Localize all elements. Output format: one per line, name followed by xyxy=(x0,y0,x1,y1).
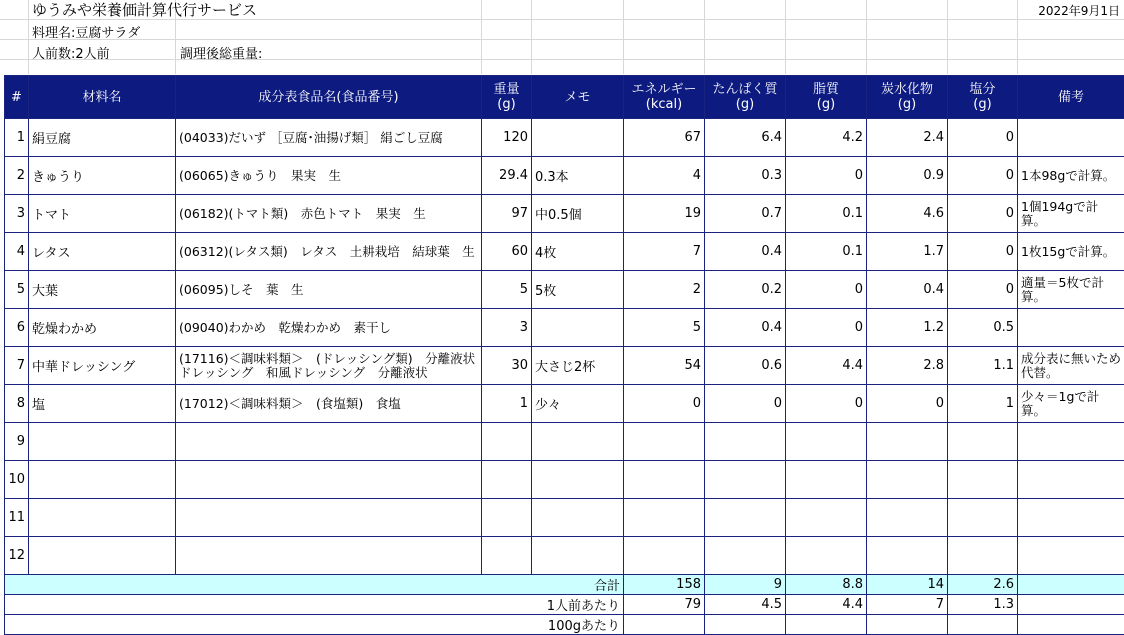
energy-cell[interactable]: 54 xyxy=(624,347,705,385)
protein-cell[interactable]: 0.3 xyxy=(705,157,786,195)
energy-cell[interactable] xyxy=(624,423,705,461)
servings: 人前数:2人前 xyxy=(32,43,110,62)
remarks-cell[interactable]: 成分表に無いため代替。 xyxy=(1018,347,1124,385)
food-name-cell[interactable]: (17012)＜調味料類＞ (食塩類) 食塩 xyxy=(176,385,482,423)
fat-cell[interactable]: 4.2 xyxy=(786,119,867,157)
carbohydrate-cell[interactable]: 0 xyxy=(867,385,948,423)
protein-cell[interactable]: 6.4 xyxy=(705,119,786,157)
table-row xyxy=(5,195,1124,233)
fat-cell[interactable]: 0 xyxy=(786,157,867,195)
carbohydrate-cell[interactable]: 2.8 xyxy=(867,347,948,385)
total-row-energy[interactable]: 158 xyxy=(624,575,705,595)
table-row xyxy=(5,271,1124,309)
table-row xyxy=(5,461,1124,499)
salt-cell[interactable] xyxy=(948,423,1018,461)
food-name-cell[interactable]: (06312)(レタス類) レタス 土耕栽培 結球葉 生 xyxy=(176,233,482,271)
food-name-cell[interactable]: (09040)わかめ 乾燥わかめ 素干し xyxy=(176,309,482,347)
carbohydrate-cell[interactable] xyxy=(867,537,948,575)
carbohydrate-cell[interactable]: 0.4 xyxy=(867,271,948,309)
carbohydrate-cell[interactable]: 4.6 xyxy=(867,195,948,233)
carbohydrate-cell[interactable]: 1.7 xyxy=(867,233,948,271)
remarks-cell[interactable]: 1個194gで計算。 xyxy=(1018,195,1124,233)
fat-cell[interactable] xyxy=(786,461,867,499)
food-name-cell[interactable] xyxy=(176,499,482,537)
remarks-cell[interactable] xyxy=(1018,537,1124,575)
memo-cell[interactable]: 少々 xyxy=(532,385,624,423)
ingredient-cell[interactable] xyxy=(29,537,176,575)
cooked-weight-label: 調理後総重量: xyxy=(180,43,262,62)
salt-cell[interactable]: 0.5 xyxy=(948,309,1018,347)
table-row xyxy=(5,347,1124,385)
header-row xyxy=(5,76,1124,119)
protein-cell[interactable] xyxy=(705,423,786,461)
per-serving-row xyxy=(5,595,1124,615)
weight-cell[interactable] xyxy=(482,461,532,499)
weight-cell[interactable] xyxy=(482,499,532,537)
memo-cell[interactable] xyxy=(532,461,624,499)
food-name-cell[interactable] xyxy=(176,423,482,461)
ingredient-cell[interactable]: 乾燥わかめ xyxy=(29,309,176,347)
memo-cell[interactable] xyxy=(532,499,624,537)
food-name-cell[interactable]: (06182)(トマト類) 赤色トマト 果実 生 xyxy=(176,195,482,233)
col-carbohydrate-header: 炭水化物 (g) xyxy=(867,76,948,119)
memo-cell[interactable]: 大さじ2杯 xyxy=(532,347,624,385)
col-fat-header: 脂質 (g) xyxy=(786,76,867,119)
energy-cell[interactable]: 19 xyxy=(624,195,705,233)
remarks-cell[interactable]: 少々＝1gで計算。 xyxy=(1018,385,1124,423)
memo-cell[interactable] xyxy=(532,309,624,347)
col-ingredient-header: 材料名 xyxy=(29,76,176,119)
salt-cell[interactable]: 0 xyxy=(948,119,1018,157)
protein-cell[interactable]: 0.4 xyxy=(705,233,786,271)
per-serving-row-salt[interactable]: 1.3 xyxy=(948,595,1018,615)
ingredient-cell[interactable]: レタス xyxy=(29,233,176,271)
per-serving-row-fat[interactable]: 4.4 xyxy=(786,595,867,615)
fat-cell[interactable]: 4.4 xyxy=(786,347,867,385)
report-date: 2022年9月1日 xyxy=(1038,2,1120,19)
weight-cell[interactable]: 3 xyxy=(482,309,532,347)
energy-cell[interactable]: 2 xyxy=(624,271,705,309)
remarks-cell[interactable]: 1本98gで計算。 xyxy=(1018,157,1124,195)
table-row xyxy=(5,233,1124,271)
fat-cell[interactable]: 0 xyxy=(786,271,867,309)
food-name-cell[interactable]: (06065)きゅうり 果実 生 xyxy=(176,157,482,195)
weight-cell[interactable]: 60 xyxy=(482,233,532,271)
remarks-cell[interactable]: 適量＝5枚で計算。 xyxy=(1018,271,1124,309)
energy-cell[interactable] xyxy=(624,461,705,499)
energy-cell[interactable]: 67 xyxy=(624,119,705,157)
table-row xyxy=(5,385,1124,423)
carbohydrate-cell[interactable] xyxy=(867,499,948,537)
total-row-label: 合計 xyxy=(5,575,624,595)
fat-cell[interactable]: 0 xyxy=(786,385,867,423)
salt-cell[interactable] xyxy=(948,461,1018,499)
table-row xyxy=(5,537,1124,575)
row-number[interactable]: 8 xyxy=(5,385,29,423)
remarks-cell[interactable] xyxy=(1018,461,1124,499)
weight-cell[interactable]: 30 xyxy=(482,347,532,385)
energy-cell[interactable] xyxy=(624,499,705,537)
ingredient-cell[interactable] xyxy=(29,499,176,537)
table-row xyxy=(5,499,1124,537)
dish-name: 料理名:豆腐サラダ xyxy=(32,22,140,41)
total-row-fat[interactable]: 8.8 xyxy=(786,575,867,595)
table-row xyxy=(5,119,1124,157)
salt-cell[interactable]: 0 xyxy=(948,195,1018,233)
row-number[interactable]: 12 xyxy=(5,537,29,575)
per-serving-row-remarks[interactable] xyxy=(1018,595,1124,615)
energy-cell[interactable]: 0 xyxy=(624,385,705,423)
fat-cell[interactable] xyxy=(786,423,867,461)
per-serving-row-carb[interactable]: 7 xyxy=(867,595,948,615)
protein-cell[interactable] xyxy=(705,537,786,575)
ingredient-cell[interactable]: きゅうり xyxy=(29,157,176,195)
weight-cell[interactable]: 1 xyxy=(482,385,532,423)
col-remarks-header: 備考 xyxy=(1018,76,1124,119)
fat-cell[interactable] xyxy=(786,537,867,575)
remarks-cell[interactable] xyxy=(1018,309,1124,347)
protein-cell[interactable]: 0.6 xyxy=(705,347,786,385)
protein-cell[interactable] xyxy=(705,461,786,499)
memo-cell[interactable] xyxy=(532,423,624,461)
memo-cell[interactable]: 0.3本 xyxy=(532,157,624,195)
remarks-cell[interactable]: 1枚15gで計算。 xyxy=(1018,233,1124,271)
salt-cell[interactable]: 1.1 xyxy=(948,347,1018,385)
salt-cell[interactable]: 1 xyxy=(948,385,1018,423)
col-protein-header: たんぱく質 (g) xyxy=(705,76,786,119)
salt-cell[interactable]: 0 xyxy=(948,233,1018,271)
energy-cell[interactable]: 5 xyxy=(624,309,705,347)
table-row xyxy=(5,157,1124,195)
protein-cell[interactable]: 0.7 xyxy=(705,195,786,233)
fat-cell[interactable]: 0.1 xyxy=(786,233,867,271)
carbohydrate-cell[interactable]: 2.4 xyxy=(867,119,948,157)
protein-cell[interactable] xyxy=(705,499,786,537)
fat-cell[interactable]: 0.1 xyxy=(786,195,867,233)
carbohydrate-cell[interactable]: 0.9 xyxy=(867,157,948,195)
fat-cell[interactable]: 0 xyxy=(786,309,867,347)
row-number[interactable]: 11 xyxy=(5,499,29,537)
ingredient-cell[interactable]: 大葉 xyxy=(29,271,176,309)
ingredient-cell[interactable]: トマト xyxy=(29,195,176,233)
per-100g-row-label: 100gあたり xyxy=(5,615,624,635)
salt-cell[interactable] xyxy=(948,499,1018,537)
ingredient-cell[interactable] xyxy=(29,461,176,499)
memo-cell[interactable] xyxy=(532,119,624,157)
row-number[interactable]: 1 xyxy=(5,119,29,157)
col-memo-header: メモ xyxy=(532,76,624,119)
col-number-header: # xyxy=(5,76,29,119)
salt-cell[interactable]: 0 xyxy=(948,157,1018,195)
row-number[interactable]: 9 xyxy=(5,423,29,461)
fat-cell[interactable] xyxy=(786,499,867,537)
ingredient-cell[interactable]: 塩 xyxy=(29,385,176,423)
energy-cell[interactable]: 7 xyxy=(624,233,705,271)
food-name-cell[interactable]: (17116)＜調味料類＞ (ドレッシング類) 分離液状ドレッシング 和風ドレッシング 分離液状 xyxy=(176,347,482,385)
weight-cell[interactable]: 97 xyxy=(482,195,532,233)
food-name-cell[interactable]: (04033)だいず ［豆腐･油揚げ類］ 絹ごし豆腐 xyxy=(176,119,482,157)
remarks-cell[interactable] xyxy=(1018,499,1124,537)
remarks-cell[interactable] xyxy=(1018,423,1124,461)
protein-cell[interactable]: 0.2 xyxy=(705,271,786,309)
service-title: ゆうみや栄養価計算代行サービス xyxy=(32,0,257,20)
ingredient-cell[interactable] xyxy=(29,423,176,461)
col-weight-header: 重量 (g) xyxy=(482,76,532,119)
food-name-cell[interactable] xyxy=(176,461,482,499)
weight-cell[interactable]: 120 xyxy=(482,119,532,157)
carbohydrate-cell[interactable]: 1.2 xyxy=(867,309,948,347)
row-number[interactable]: 10 xyxy=(5,461,29,499)
table-row xyxy=(5,309,1124,347)
col-salt-header: 塩分 (g) xyxy=(948,76,1018,119)
ingredient-cell[interactable]: 絹豆腐 xyxy=(29,119,176,157)
memo-cell[interactable]: 中0.5個 xyxy=(532,195,624,233)
ingredient-cell[interactable]: 中華ドレッシング xyxy=(29,347,176,385)
total-row-salt[interactable]: 2.6 xyxy=(948,575,1018,595)
food-name-cell[interactable]: (06095)しそ 葉 生 xyxy=(176,271,482,309)
remarks-cell[interactable] xyxy=(1018,119,1124,157)
protein-cell[interactable]: 0 xyxy=(705,385,786,423)
total-row-remarks[interactable] xyxy=(1018,575,1124,595)
carbohydrate-cell[interactable] xyxy=(867,461,948,499)
weight-cell[interactable]: 5 xyxy=(482,271,532,309)
memo-cell[interactable]: 5枚 xyxy=(532,271,624,309)
row-number[interactable]: 5 xyxy=(5,271,29,309)
row-number[interactable]: 6 xyxy=(5,309,29,347)
total-row xyxy=(5,575,1124,595)
food-name-cell[interactable] xyxy=(176,537,482,575)
energy-cell[interactable] xyxy=(624,537,705,575)
col-energy-header: エネルギー (kcal) xyxy=(624,76,705,119)
total-row-carb[interactable]: 14 xyxy=(867,575,948,595)
protein-cell[interactable]: 0.4 xyxy=(705,309,786,347)
row-number[interactable]: 3 xyxy=(5,195,29,233)
per-serving-row-protein[interactable]: 4.5 xyxy=(705,595,786,615)
per-serving-row-energy[interactable]: 79 xyxy=(624,595,705,615)
memo-cell[interactable]: 4枚 xyxy=(532,233,624,271)
table-row xyxy=(5,423,1124,461)
total-row-protein[interactable]: 9 xyxy=(705,575,786,595)
energy-cell[interactable]: 4 xyxy=(624,157,705,195)
row-number[interactable]: 4 xyxy=(5,233,29,271)
salt-cell[interactable] xyxy=(948,537,1018,575)
weight-cell[interactable] xyxy=(482,423,532,461)
row-number[interactable]: 7 xyxy=(5,347,29,385)
row-number[interactable]: 2 xyxy=(5,157,29,195)
nutrition-table xyxy=(4,75,1124,635)
col-food-name-header: 成分表食品名(食品番号) xyxy=(176,76,482,119)
per-serving-row-label: 1人前あたり xyxy=(5,595,624,615)
salt-cell[interactable]: 0 xyxy=(948,271,1018,309)
weight-cell[interactable]: 29.4 xyxy=(482,157,532,195)
memo-cell[interactable] xyxy=(532,537,624,575)
weight-cell[interactable] xyxy=(482,537,532,575)
carbohydrate-cell[interactable] xyxy=(867,423,948,461)
